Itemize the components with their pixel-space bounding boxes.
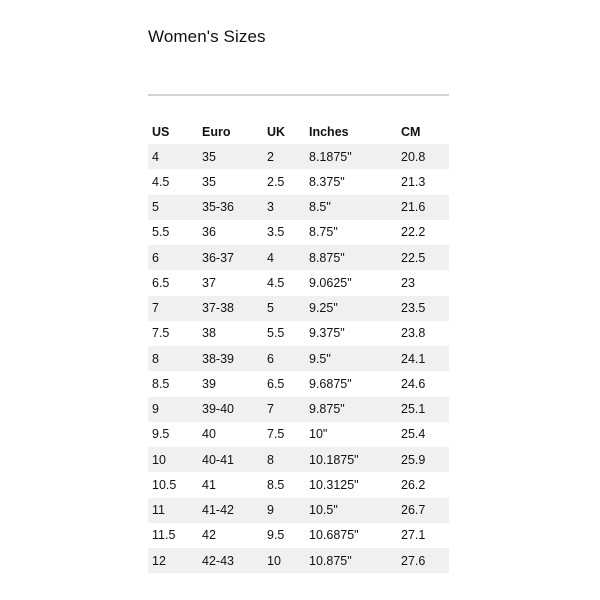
cell-us: 7 (148, 296, 198, 321)
table-row (148, 245, 449, 270)
cell-inches: 8.5" (305, 195, 397, 220)
table-row (148, 195, 449, 220)
cell-uk: 8 (263, 447, 305, 472)
cell-uk: 7 (263, 397, 305, 422)
cell-uk: 2 (263, 144, 305, 169)
cell-inches: 8.75" (305, 220, 397, 245)
cell-uk: 3 (263, 195, 305, 220)
cell-cm: 23.5 (397, 296, 449, 321)
cell-us: 6.5 (148, 270, 198, 295)
header-cm: CM (401, 124, 421, 139)
cell-us: 8.5 (148, 371, 198, 396)
cell-euro: 35 (198, 169, 263, 194)
cell-uk: 4 (263, 245, 305, 270)
cell-cm: 24.1 (397, 346, 449, 371)
title-divider (148, 94, 449, 96)
cell-us: 9 (148, 397, 198, 422)
cell-euro: 40-41 (198, 447, 263, 472)
cell-uk: 7.5 (263, 422, 305, 447)
table-header-row (148, 119, 449, 144)
cell-euro: 38 (198, 321, 263, 346)
cell-us: 4.5 (148, 169, 198, 194)
cell-cm: 25.9 (397, 447, 449, 472)
cell-cm: 26.2 (397, 472, 449, 497)
cell-us: 7.5 (148, 321, 198, 346)
cell-euro: 37 (198, 270, 263, 295)
cell-cm: 22.2 (397, 220, 449, 245)
cell-uk: 5 (263, 296, 305, 321)
cell-uk: 9.5 (263, 523, 305, 548)
cell-us: 5.5 (148, 220, 198, 245)
header-uk: UK (267, 124, 286, 139)
cell-inches: 9.6875" (305, 371, 397, 396)
cell-cm: 24.6 (397, 371, 449, 396)
cell-inches: 10.5" (305, 498, 397, 523)
cell-euro: 42-43 (198, 548, 263, 573)
cell-inches: 9.25" (305, 296, 397, 321)
table-row (148, 270, 449, 295)
table-row (148, 220, 449, 245)
cell-cm: 27.6 (397, 548, 449, 573)
cell-uk: 10 (263, 548, 305, 573)
cell-cm: 22.5 (397, 245, 449, 270)
cell-cm: 21.3 (397, 169, 449, 194)
table-body (148, 144, 449, 573)
cell-cm: 27.1 (397, 523, 449, 548)
cell-euro: 36-37 (198, 245, 263, 270)
cell-uk: 5.5 (263, 321, 305, 346)
cell-euro: 41-42 (198, 498, 263, 523)
cell-euro: 37-38 (198, 296, 263, 321)
cell-cm: 26.7 (397, 498, 449, 523)
table-row (148, 169, 449, 194)
table-row (148, 371, 449, 396)
cell-us: 8 (148, 346, 198, 371)
cell-inches: 10.3125" (305, 472, 397, 497)
cell-euro: 35-36 (198, 195, 263, 220)
cell-uk: 9 (263, 498, 305, 523)
header-euro: Euro (202, 124, 231, 139)
cell-cm: 25.1 (397, 397, 449, 422)
table-row (148, 447, 449, 472)
cell-us: 4 (148, 144, 198, 169)
table-row (148, 548, 449, 573)
cell-uk: 4.5 (263, 270, 305, 295)
cell-inches: 10.6875" (305, 523, 397, 548)
cell-us: 10 (148, 447, 198, 472)
cell-uk: 6.5 (263, 371, 305, 396)
cell-us: 11 (148, 498, 198, 523)
cell-inches: 10.1875" (305, 447, 397, 472)
cell-us: 9.5 (148, 422, 198, 447)
cell-euro: 39 (198, 371, 263, 396)
cell-inches: 10" (305, 422, 397, 447)
page-title: Women's Sizes (148, 27, 266, 46)
cell-inches: 9.375" (305, 321, 397, 346)
cell-cm: 20.8 (397, 144, 449, 169)
cell-inches: 8.875" (305, 245, 397, 270)
cell-inches: 9.5" (305, 346, 397, 371)
table-row (148, 296, 449, 321)
table-row (148, 498, 449, 523)
cell-us: 11.5 (148, 523, 198, 548)
cell-euro: 38-39 (198, 346, 263, 371)
cell-uk: 8.5 (263, 472, 305, 497)
cell-uk: 2.5 (263, 169, 305, 194)
cell-us: 5 (148, 195, 198, 220)
cell-cm: 25.4 (397, 422, 449, 447)
cell-inches: 9.875" (305, 397, 397, 422)
size-chart-table (148, 119, 449, 573)
cell-inches: 8.375" (305, 169, 397, 194)
cell-euro: 42 (198, 523, 263, 548)
cell-us: 12 (148, 548, 198, 573)
table-row (148, 346, 449, 371)
table-row (148, 523, 449, 548)
cell-inches: 10.875" (305, 548, 397, 573)
cell-us: 6 (148, 245, 198, 270)
cell-euro: 41 (198, 472, 263, 497)
cell-cm: 23 (397, 270, 449, 295)
cell-inches: 9.0625" (305, 270, 397, 295)
cell-euro: 40 (198, 422, 263, 447)
cell-cm: 21.6 (397, 195, 449, 220)
cell-inches: 8.1875" (305, 144, 397, 169)
cell-uk: 6 (263, 346, 305, 371)
table-row (148, 144, 449, 169)
table-row (148, 397, 449, 422)
table-row (148, 472, 449, 497)
header-inches: Inches (309, 124, 349, 139)
cell-euro: 36 (198, 220, 263, 245)
header-us: US (152, 124, 170, 139)
table-row (148, 422, 449, 447)
cell-us: 10.5 (148, 472, 198, 497)
cell-cm: 23.8 (397, 321, 449, 346)
cell-uk: 3.5 (263, 220, 305, 245)
cell-euro: 35 (198, 144, 263, 169)
table-row (148, 321, 449, 346)
cell-euro: 39-40 (198, 397, 263, 422)
